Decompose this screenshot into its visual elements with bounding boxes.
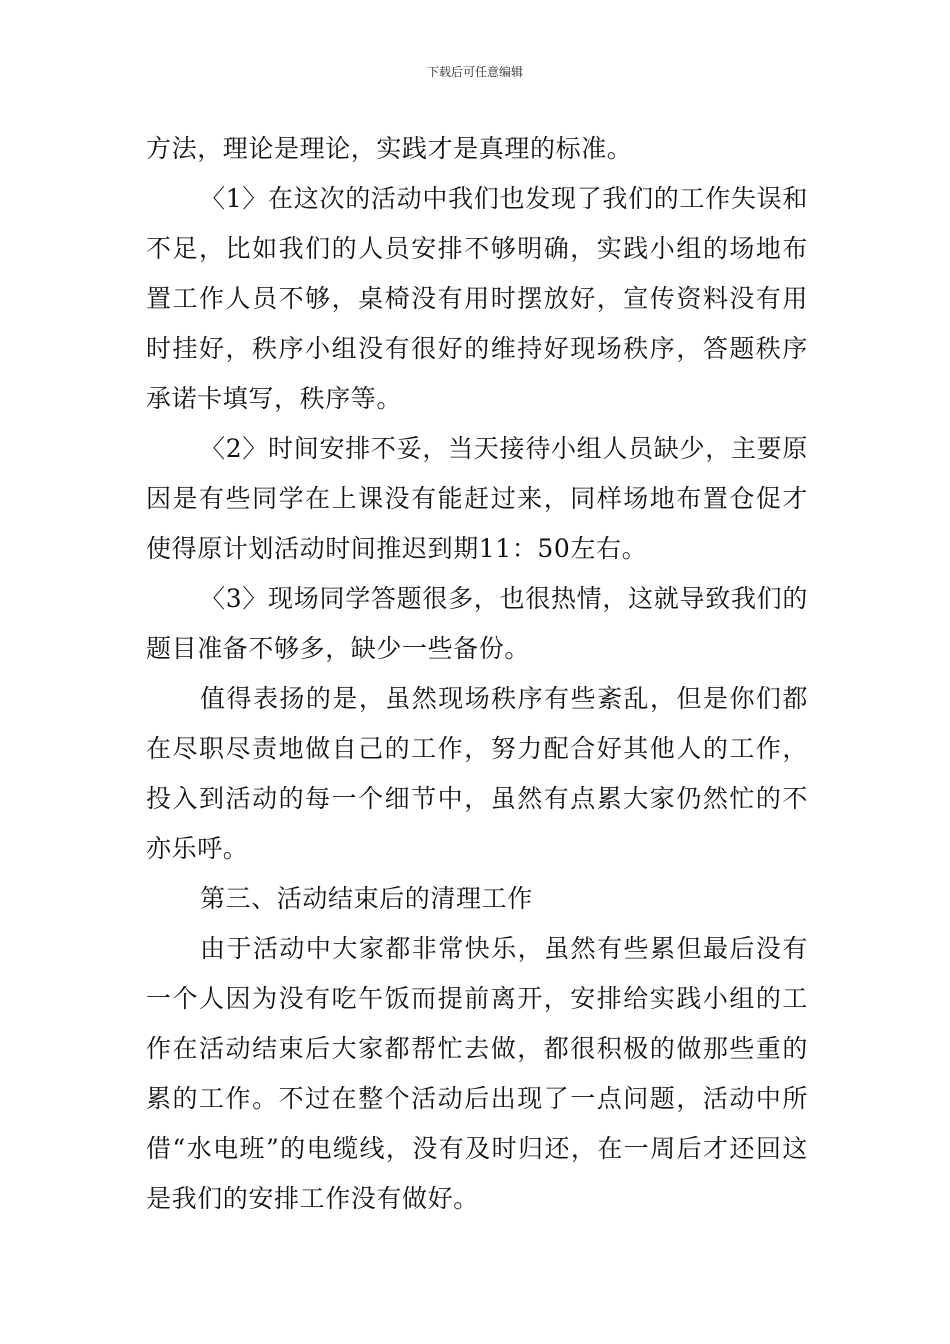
paragraph-praise: 值得表扬的是，虽然现场秩序有些紊乱，但是你们都在尽职尽责地做自己的工作，努力配合好其他人的工作，投入到活动的每一个细节中，虽然有点累大家仍然忙的不亦乐呼。 — [146, 684, 808, 863]
page-header-note: 下载后可任意编辑 — [426, 65, 523, 79]
paragraph-item-2: 〈2〉时间安排不妥，当天接待小组人员缺少，主要原因是有些同学在上课没有能赶过来，同样场地布置仓促才使得原计划活动时间推迟到期11：50左右。 — [146, 434, 808, 563]
paragraph-continuation: 方法，理论是理论，实践才是真理的标准。 — [146, 134, 633, 163]
document-body — [146, 124, 808, 1224]
paragraph-item-1: 〈1〉在这次的活动中我们也发现了我们的工作失误和不足，比如我们的人员安排不够明确，实践小组的场地布置工作人员不够，桌椅没有用时摆放好，宣传资料没有用时挂好，秩序小组没有很好的维持好现场秩序，答题秩序承诺卡填写，秩序等。 — [146, 184, 808, 413]
paragraph-cleanup: 由于活动中大家都非常快乐，虽然有些累但最后没有一个人因为没有吃午饭而提前离开，安排给实践小组的工作在活动结束后大家都帮忙去做，都很积极的做那些重的累的工作。不过在整个活动后出现了一点问题，活动中所借“水电班”的电缆线，没有及时归还，在一周后才还回这是我们的安排工作没有做好。 — [146, 934, 808, 1213]
section-heading: 第三、活动结束后的清理工作 — [200, 884, 533, 913]
paragraph-item-3: 〈3〉现场同学答题很多，也很热情，这就导致我们的题目准备不够多，缺少一些备份。 — [146, 584, 808, 663]
